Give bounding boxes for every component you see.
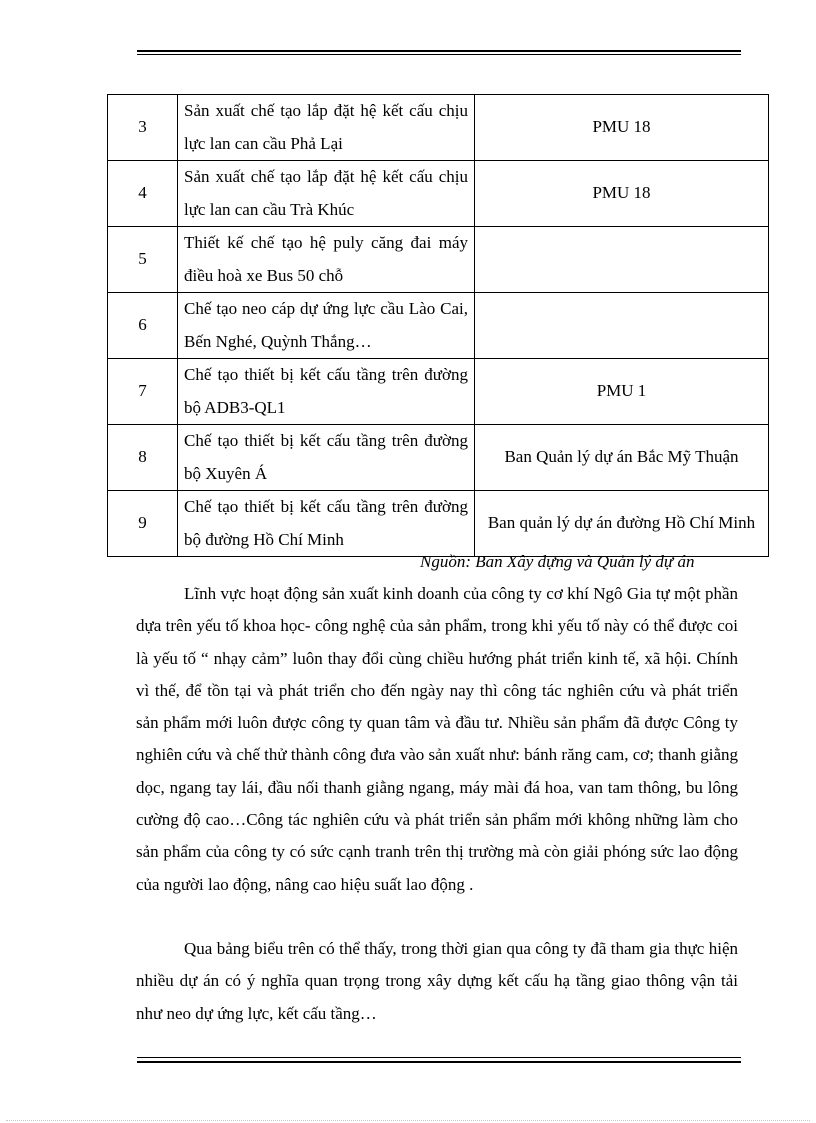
row-number: 5 bbox=[108, 227, 178, 293]
footer-rule-thin bbox=[137, 1057, 741, 1058]
row-number: 7 bbox=[108, 359, 178, 425]
table-row bbox=[108, 359, 769, 425]
table-row bbox=[108, 491, 769, 557]
body-paragraph: Lĩnh vực hoạt động sản xuất kinh doanh của công ty cơ khí Ngô Gia tự một phần dựa trên yếu tố khoa học- công nghệ của sản phẩm, trong khi yếu tố này có thể được coi là yếu tố “ nhạy cảm” luôn thay đổi cùng chiều hướng phát triển kinh tế, xã hội. Chính vì thế, để tồn tại và phát triển cho đến ngày nay thì công tác nghiên cứu và phát triển sản phẩm mới luôn được công ty quan tâm và đầu tư. Nhiều sản phẩm đã được Công ty nghiên cứu và chế thử thành công đưa vào sản xuất như: bánh răng cam, cơ; thanh giằng dọc, ngang tay lái, đầu nối thanh giằng ngang, máy mài đá hoa, van tam thông, bu lông cường độ cao…Công tác nghiên cứu và phát triển sản phẩm mới không những làm cho sản phẩm của công ty có sức cạnh tranh trên thị trường mà còn giải phóng sức lao động của người lao động, nâng cao hiệu suất lao động . bbox=[136, 584, 738, 894]
project-owner: Ban Quản lý dự án Bắc Mỹ Thuận bbox=[475, 425, 769, 491]
project-description: Chế tạo thiết bị kết cấu tầng trên đường bộ Xuyên Á bbox=[178, 425, 475, 491]
project-description: Sản xuất chế tạo lắp đặt hệ kết cấu chịu lực lan can cầu Trà Khúc bbox=[178, 161, 475, 227]
projects-table bbox=[107, 94, 769, 557]
body-paragraph: Qua bảng biểu trên có thể thấy, trong thời gian qua công ty đã tham gia thực hiện nhiều dự án có ý nghĩa quan trọng trong xây dựng kết cấu hạ tầng giao thông vận tải như neo dự ứng lực, kết cấu tầng… bbox=[136, 939, 738, 1023]
row-number: 9 bbox=[108, 491, 178, 557]
source-note: Nguồn: Ban Xây dựng và Quản lý dự án bbox=[420, 552, 695, 571]
project-owner bbox=[475, 293, 769, 359]
table-row bbox=[108, 293, 769, 359]
table-row bbox=[108, 425, 769, 491]
project-description: Thiết kế chế tạo hệ puly căng đai máy điều hoà xe Bus 50 chỗ bbox=[178, 227, 475, 293]
table-row bbox=[108, 227, 769, 293]
project-description: Chế tạo thiết bị kết cấu tầng trên đường bộ đường Hồ Chí Minh bbox=[178, 491, 475, 557]
project-description: Chế tạo neo cáp dự ứng lực cầu Lào Cai, Bến Nghé, Quỳnh Thắng… bbox=[178, 293, 475, 359]
header-rule-thick bbox=[137, 50, 741, 52]
footer-rule-thick bbox=[137, 1061, 741, 1063]
table-row bbox=[108, 161, 769, 227]
table-row bbox=[108, 95, 769, 161]
row-number: 8 bbox=[108, 425, 178, 491]
project-description: Sản xuất chế tạo lắp đặt hệ kết cấu chịu lực lan can cầu Phả Lại bbox=[178, 95, 475, 161]
row-number: 3 bbox=[108, 95, 178, 161]
row-number: 6 bbox=[108, 293, 178, 359]
project-description: Chế tạo thiết bị kết cấu tầng trên đường bộ ADB3-QL1 bbox=[178, 359, 475, 425]
project-owner: Ban quản lý dự án đường Hồ Chí Minh bbox=[475, 491, 769, 557]
project-owner: PMU 1 bbox=[475, 359, 769, 425]
project-owner: PMU 18 bbox=[475, 95, 769, 161]
header-rule-thin bbox=[137, 54, 741, 55]
project-owner: PMU 18 bbox=[475, 161, 769, 227]
page-edge-dotted-line bbox=[6, 1120, 810, 1121]
row-number: 4 bbox=[108, 161, 178, 227]
project-owner bbox=[475, 227, 769, 293]
